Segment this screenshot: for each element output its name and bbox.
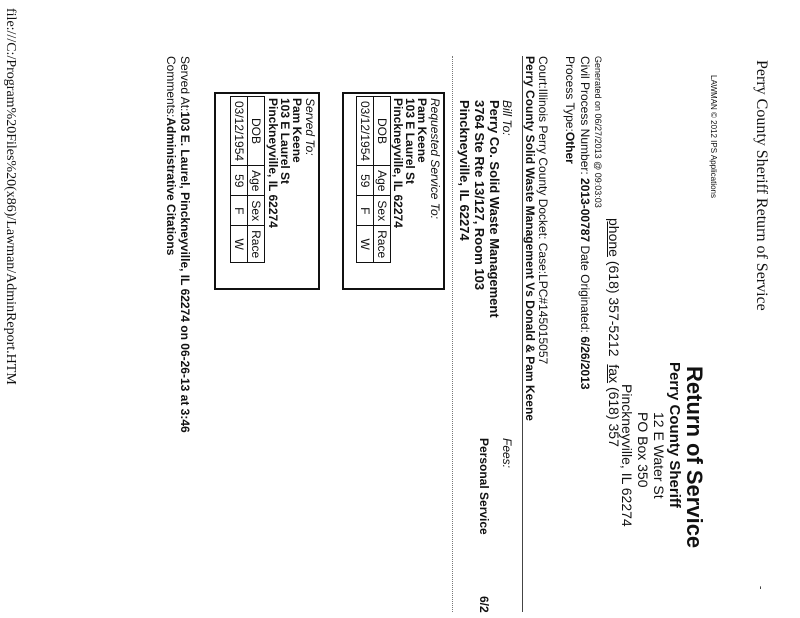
fees-label: Fees: — [500, 438, 514, 469]
table-header-row — [374, 97, 391, 263]
section-divider — [522, 56, 523, 612]
comments-label: Comments: — [164, 56, 178, 118]
phone-number: (618) 357-5212 — [606, 260, 622, 357]
table-header-cell: Age — [374, 166, 391, 196]
table-header-cell: Race — [374, 226, 391, 263]
requested-service-demographics — [356, 96, 391, 263]
served-to-address: 103 E Laurel St — [278, 98, 292, 185]
requested-service-address: 103 E Laurel St — [403, 98, 417, 185]
table-cell: 59 — [231, 166, 248, 196]
table-header-cell: DOB — [248, 97, 265, 166]
generated-timestamp: Generated on 06/27/2013 @ 09:03:03 — [593, 56, 603, 208]
requested-service-city: Pinckneyville, IL 62274 — [391, 98, 405, 228]
civil-process-line — [578, 56, 592, 390]
footer-file-url: file:///C:/Program%20Files%20(x86)/Lawman/AdminReport.HTM — [3, 8, 18, 385]
table-cell: 59 — [357, 166, 374, 196]
table-header-cell: Sex — [248, 196, 265, 226]
served-to-demographics — [230, 96, 265, 263]
fee-description: Personal Service — [477, 438, 491, 535]
table-cell: F — [231, 196, 248, 226]
served-at-value: 103 E. Laurel, Pinckneyville, IL 62274 on 06-26-13 at 3:46 — [178, 111, 192, 433]
served-to-city: Pinckneyville, IL 62274 — [266, 98, 280, 228]
process-type-label: Process Type: — [563, 56, 577, 132]
agency-address-line-3: Pinckneyville, IL 62274 — [619, 384, 635, 527]
bill-to-label: Bill To: — [500, 100, 514, 136]
table-cell: 03/12/1954 — [357, 97, 374, 166]
bill-to-address: 3764 Ste Rte 13/127, Room 103 — [472, 100, 487, 291]
bill-to-city: Pinckneyville, IL 62274 — [457, 100, 472, 241]
table-header-cell: Race — [248, 226, 265, 263]
process-type-line — [563, 56, 577, 164]
table-row — [357, 97, 374, 263]
agency-contact — [606, 218, 622, 447]
table-row — [231, 97, 248, 263]
served-at-label: Served At: — [178, 56, 192, 112]
fax-number: (618) 357 — [606, 386, 622, 447]
return-of-service-title: Return of Service — [682, 366, 707, 549]
requested-service-name: Pam Keene — [415, 98, 429, 163]
civil-process-label: Civil Process Number: — [578, 56, 592, 175]
page-header-title: Perry County Sheriff Return of Service — [753, 60, 770, 311]
served-to-label: Served To: — [303, 98, 317, 156]
table-cell: W — [357, 226, 374, 263]
table-header-cell: Sex — [374, 196, 391, 226]
date-originated: 6/26/2013 — [578, 336, 592, 390]
table-cell: W — [231, 226, 248, 263]
date-originated-label: Date Originated: — [578, 245, 592, 333]
case-title: Perry County Solid Waste Management Vs Donald & Pam Keene — [523, 56, 537, 421]
table-header-cell: Age — [248, 166, 265, 196]
bill-to-name: Perry Co. Solid Waste Management — [487, 100, 502, 318]
table-cell: 03/12/1954 — [231, 97, 248, 166]
software-credit: LAWMAN © 2012 IPS Applications — [709, 75, 718, 198]
process-type: Other — [563, 131, 577, 164]
fee-date: 6/2 — [477, 596, 491, 613]
comments-value: Administrative Citations — [164, 117, 178, 256]
agency-address-line-1: 12 E Water St — [651, 412, 667, 499]
court-docket-line: Court:Illinois Perry County Docket: Case:LPC#145015057 — [536, 56, 550, 365]
agency-name: Perry County Sheriff — [666, 362, 683, 508]
comments-line — [164, 56, 178, 255]
fax-label: fax — [606, 364, 622, 384]
header-mark: - — [755, 586, 766, 590]
agency-address-line-2: PO Box 350 — [635, 412, 651, 488]
served-to-name: Pam Keene — [290, 98, 304, 163]
table-cell: F — [357, 196, 374, 226]
section-divider-dotted — [452, 56, 453, 612]
phone-label: phone — [606, 218, 622, 257]
requested-service-label: Requested Service To: — [428, 98, 442, 219]
civil-process-number: 2013-00787 — [578, 178, 592, 243]
served-at-line — [178, 56, 192, 433]
table-header-cell: DOB — [374, 97, 391, 166]
table-header-row — [248, 97, 265, 263]
